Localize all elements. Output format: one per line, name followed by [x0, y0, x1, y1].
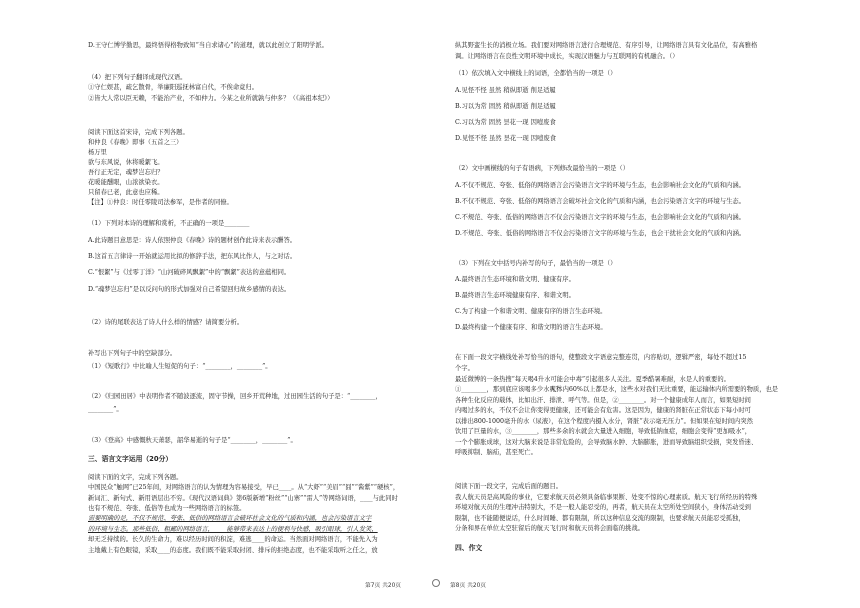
right-text-line: D.不规范、夸张、低俗的网络语言不仅会污染语言文字的环境与生态，也会干扰社会文化的气质和内涵。 [455, 230, 746, 237]
page-divider-dot [432, 579, 440, 587]
left-text-line: 花暖能醺眼，山浓欲染衣。 [88, 179, 164, 186]
right-text-line: （3）下列在文中括号内补写的句子，最恰当的一项是（） [455, 260, 617, 267]
left-text-line: 中国民众“触网”已25年间，对网络语言的认为情理为容易接受，早已____。从“大虾”“美眉”“囧”“酱紫”“硬核”， [88, 484, 400, 491]
left-text-line: （2）诗的尾联表达了诗人什么样的情感？请简要分析。 [88, 319, 244, 326]
left-text-line: A.此诗题目意思是：诗人依照仲良《春晚》诗的题材创作此诗来表示酬答。 [88, 237, 297, 244]
right-text-line: 以排出800-1000毫升的水（尿液），在这个程度内摄入水分，肾脏“表示毫无压力”。但如果在短时间内突然 [455, 418, 753, 425]
left-text-line: 主地戴上有色眼镜，采取____的态度。我们既不能采取封闭、排斥的拒绝态度，也不能采取听之任之，放 [88, 547, 378, 554]
left-text-line: （3）《登高》中感慨秋天萧瑟，韶华易逝的句子是“________，________”。 [88, 437, 297, 444]
left-text-line: D.王守仁博学勤思，最终悟得格物致知“当自求诸心”的道理，就以此创立了阳明学派。 [88, 42, 328, 49]
left-text-line: 阅读下面这首宋诗，完成下列各题。 [88, 129, 189, 136]
right-text-line: 纵其野蛮生长的消极立场。我们要对网络语言进行合理规范、有序引导，让网络语言具有文化品位，有高雅格 [455, 42, 758, 49]
right-text-line: 各种生化反应的载体，比如出汗、排泄、呼气等。但是，②________。对一个健康成年人而言，如果短时间 [455, 397, 751, 404]
left-text-line: （4）把下列句子翻译成现代汉语。 [88, 74, 187, 81]
right-text-line: C.不规范、夸张、低俗的网络语言不仅会污染语言文字的环境与生态，也会影响社会文化的气质和内涵。 [455, 214, 745, 221]
section-heading: 三、语言文字运用（20分） [88, 455, 173, 463]
left-text-line: （1）《短歌行》中比喻人生短促的句子：“________，________”。 [88, 363, 272, 370]
left-text-line: 和仲良《春晚》即事（五首之三） [88, 139, 183, 146]
left-text-line: 吾行正无定，魂梦岂忘归？ [88, 169, 164, 176]
right-text-line: C.习以为常 固然 昙花一现 因噎废食 [455, 119, 556, 126]
right-text-line: ①________，那到底应该喝多少水呢？ [455, 386, 563, 393]
right-text-line: 限制，也不能随便说话，什么时间睡、都有限制，所以这种信息交流的限制，也要求航天员能忍受孤独， [455, 515, 745, 522]
left-text-line: 只留春已老，此意也应稀。 [88, 189, 164, 196]
right-text-line: （1）依次填入文中横线上的词语，全都恰当的一项是（） [455, 70, 617, 77]
left-text-line: ②皆大人常以臣无赖，不能治产业，不如仲力。今某之业所就孰与仲多？（《高祖本纪》） [88, 95, 334, 102]
right-text-line: 调。让网络语言在良性文明环境中成长，实现汉语魅力与互联网的有机融合。（） [455, 53, 679, 60]
right-text-line: 分条和界在单位太空驻留后的航天飞行时和航天员将会面临的挑战。 [455, 525, 644, 532]
page-footer-left: 第7页 共20页 [365, 583, 402, 589]
left-text-line: D.“魂梦岂忘归”是以反问句的形式加强对自己希望回归故乡感情的表达。 [88, 286, 291, 293]
right-text-line: A.不仅不规范、夸张、低俗的网络语言会污染语言文字的环境与生态，也会影响社会文化的气质和内涵。 [455, 182, 745, 189]
right-text-line: A.最终语言生态环境和谐文明、健康有序。 [455, 276, 575, 283]
left-text-line: 阅读下面的文字，完成下列各题。 [88, 474, 183, 481]
right-text-line: 在下面一段文字横线处补写恰当的语句，使整段文字语意完整连贯，内容贴切，逻辑严密，每处不超过15 [455, 354, 747, 361]
right-text-line: （2）文中画横线的句子有语病，下列修改最恰当的一项是（） [455, 165, 630, 172]
section-heading: 四、作文 [455, 544, 483, 552]
left-text-line: 的环境与生态。那些低俗、粗鄙的网络语言，____能够带来表达上的便利与快感，吸引眼球，引人发笑， [88, 526, 378, 533]
left-text-line: 新词汇、新句式、新用语层出不穷。《现代汉语词典》第6版新增“粉丝”“山寨”“雷人”等网络词语，____与此同时 [88, 495, 398, 502]
right-text-line: 呼吸抑制、脑疝，甚至死亡。 [455, 449, 537, 456]
left-text-line: （2）《归园田居》中表明作者不随波逐流，固守节操，回乡开荒种地，过田园生活的句子是：“________， [88, 393, 382, 400]
left-text-line: ①守仁娱甚，疏乞散骨，举廉阳巡抚林富自代，不俟命竟归。 [88, 84, 259, 91]
right-text-line: 个字。 [455, 365, 474, 372]
right-text-line: B.最终语言生态环境健康有序、和谐文明。 [455, 292, 575, 299]
right-text-line: 环境对航天员的生理冲击特别大，不是一般人能忍受的，再者，航天员在太空所处空间狭小，身体活动受到 [455, 504, 751, 511]
left-text-line: 需要明确的是，不仅不规范、夸张、低俗的网络语言会破坏社会文化的气质和内涵，也会污染语言文字 [88, 515, 372, 522]
right-text-line: 人体内60%以上都是水，这些水对我们无比重要，能运输体内所需要的物质，也是 [550, 386, 779, 393]
right-text-line: 一个个膨胀成球，这对大脑来说是非常危险的，会导致脑水肿、大脑膨胀，进而导致脑组织受损，突发昏迷、 [455, 439, 758, 446]
page-footer-right: 第8页 共20页 [450, 583, 487, 589]
left-text-line: 却无乏持续的。长久的生命力，难以经历时间的积淀，难逃____的命运。当然面对网络语言，不能先入为 [88, 536, 378, 543]
right-text-line: D.最终构建一个健康有序、和谐文明的语言生态环境。 [455, 324, 607, 331]
left-text-line: 也有不规范、夸张、低俗等也成为一些网络语言的标签。 [88, 505, 246, 512]
left-text-line: ________”。 [88, 406, 123, 413]
left-text-line: 【注】①仲良：时任零陵司法参军，是作者的同僚。 [88, 199, 233, 206]
right-text-line: 最近微博的一条热搜“每天喝4升水可能会中毒”引起很多人关注。夏季酷暑难耐，水是人的重要的。 [455, 376, 730, 383]
left-text-line: 欲与东风说，休将暖絮飞。 [88, 159, 164, 166]
left-text-line: 杨万里 [88, 149, 107, 156]
right-text-line: 内喝过多的水，不仅不会让你变得更健康，还可能会有危害。这是因为，健康的肾脏在正常状态下每小时可 [455, 407, 751, 414]
right-text-line: 饮用了巨量的水，③________，那些多余的水就会大量进入细胞，导致低钠血症，细胞会变得“更加吸水”， [455, 428, 752, 435]
right-text-line: 阅读下面一段文字，完成后面的题目。 [455, 483, 563, 490]
left-text-line: 补写出下列句子中的空缺部分。 [88, 350, 177, 357]
right-text-line: C.为了构建一个和谐文明、健康有序的语言生态环境。 [455, 308, 607, 315]
right-text-line: B.不仅不规范、夸张、低俗的网络语言会破坏社会文化的气质和内涵，也会污染语言文字的环境与生态。 [455, 198, 745, 205]
left-text-line: C.“恨絮”与《过零丁洋》“山河破碎风飘絮”中的“飘絮”表达的意蕴相同。 [88, 269, 291, 276]
left-text-line: （1）下列对本诗的理解和赏析，不正确的一项是________ [88, 220, 250, 227]
right-text-line: B.习以为常 固然 稍纵即逝 削足适履 [455, 103, 556, 110]
left-text-line: B.这首五言律诗一开始就运用比拟的修辞手法，把东风比作人，与之对话。 [88, 253, 297, 260]
right-text-line: D.见怪不怪 虽然 昙花一现 因噎废食 [455, 135, 556, 142]
right-text-line: 我人航天员是高风险的事业，它要求航天员必须具备临事果断、处变不惊的心理素质。航天飞行所经历的特殊 [455, 494, 758, 501]
right-text-line: A.见怪不怪 虽然 稍纵即逝 削足适履 [455, 87, 556, 94]
